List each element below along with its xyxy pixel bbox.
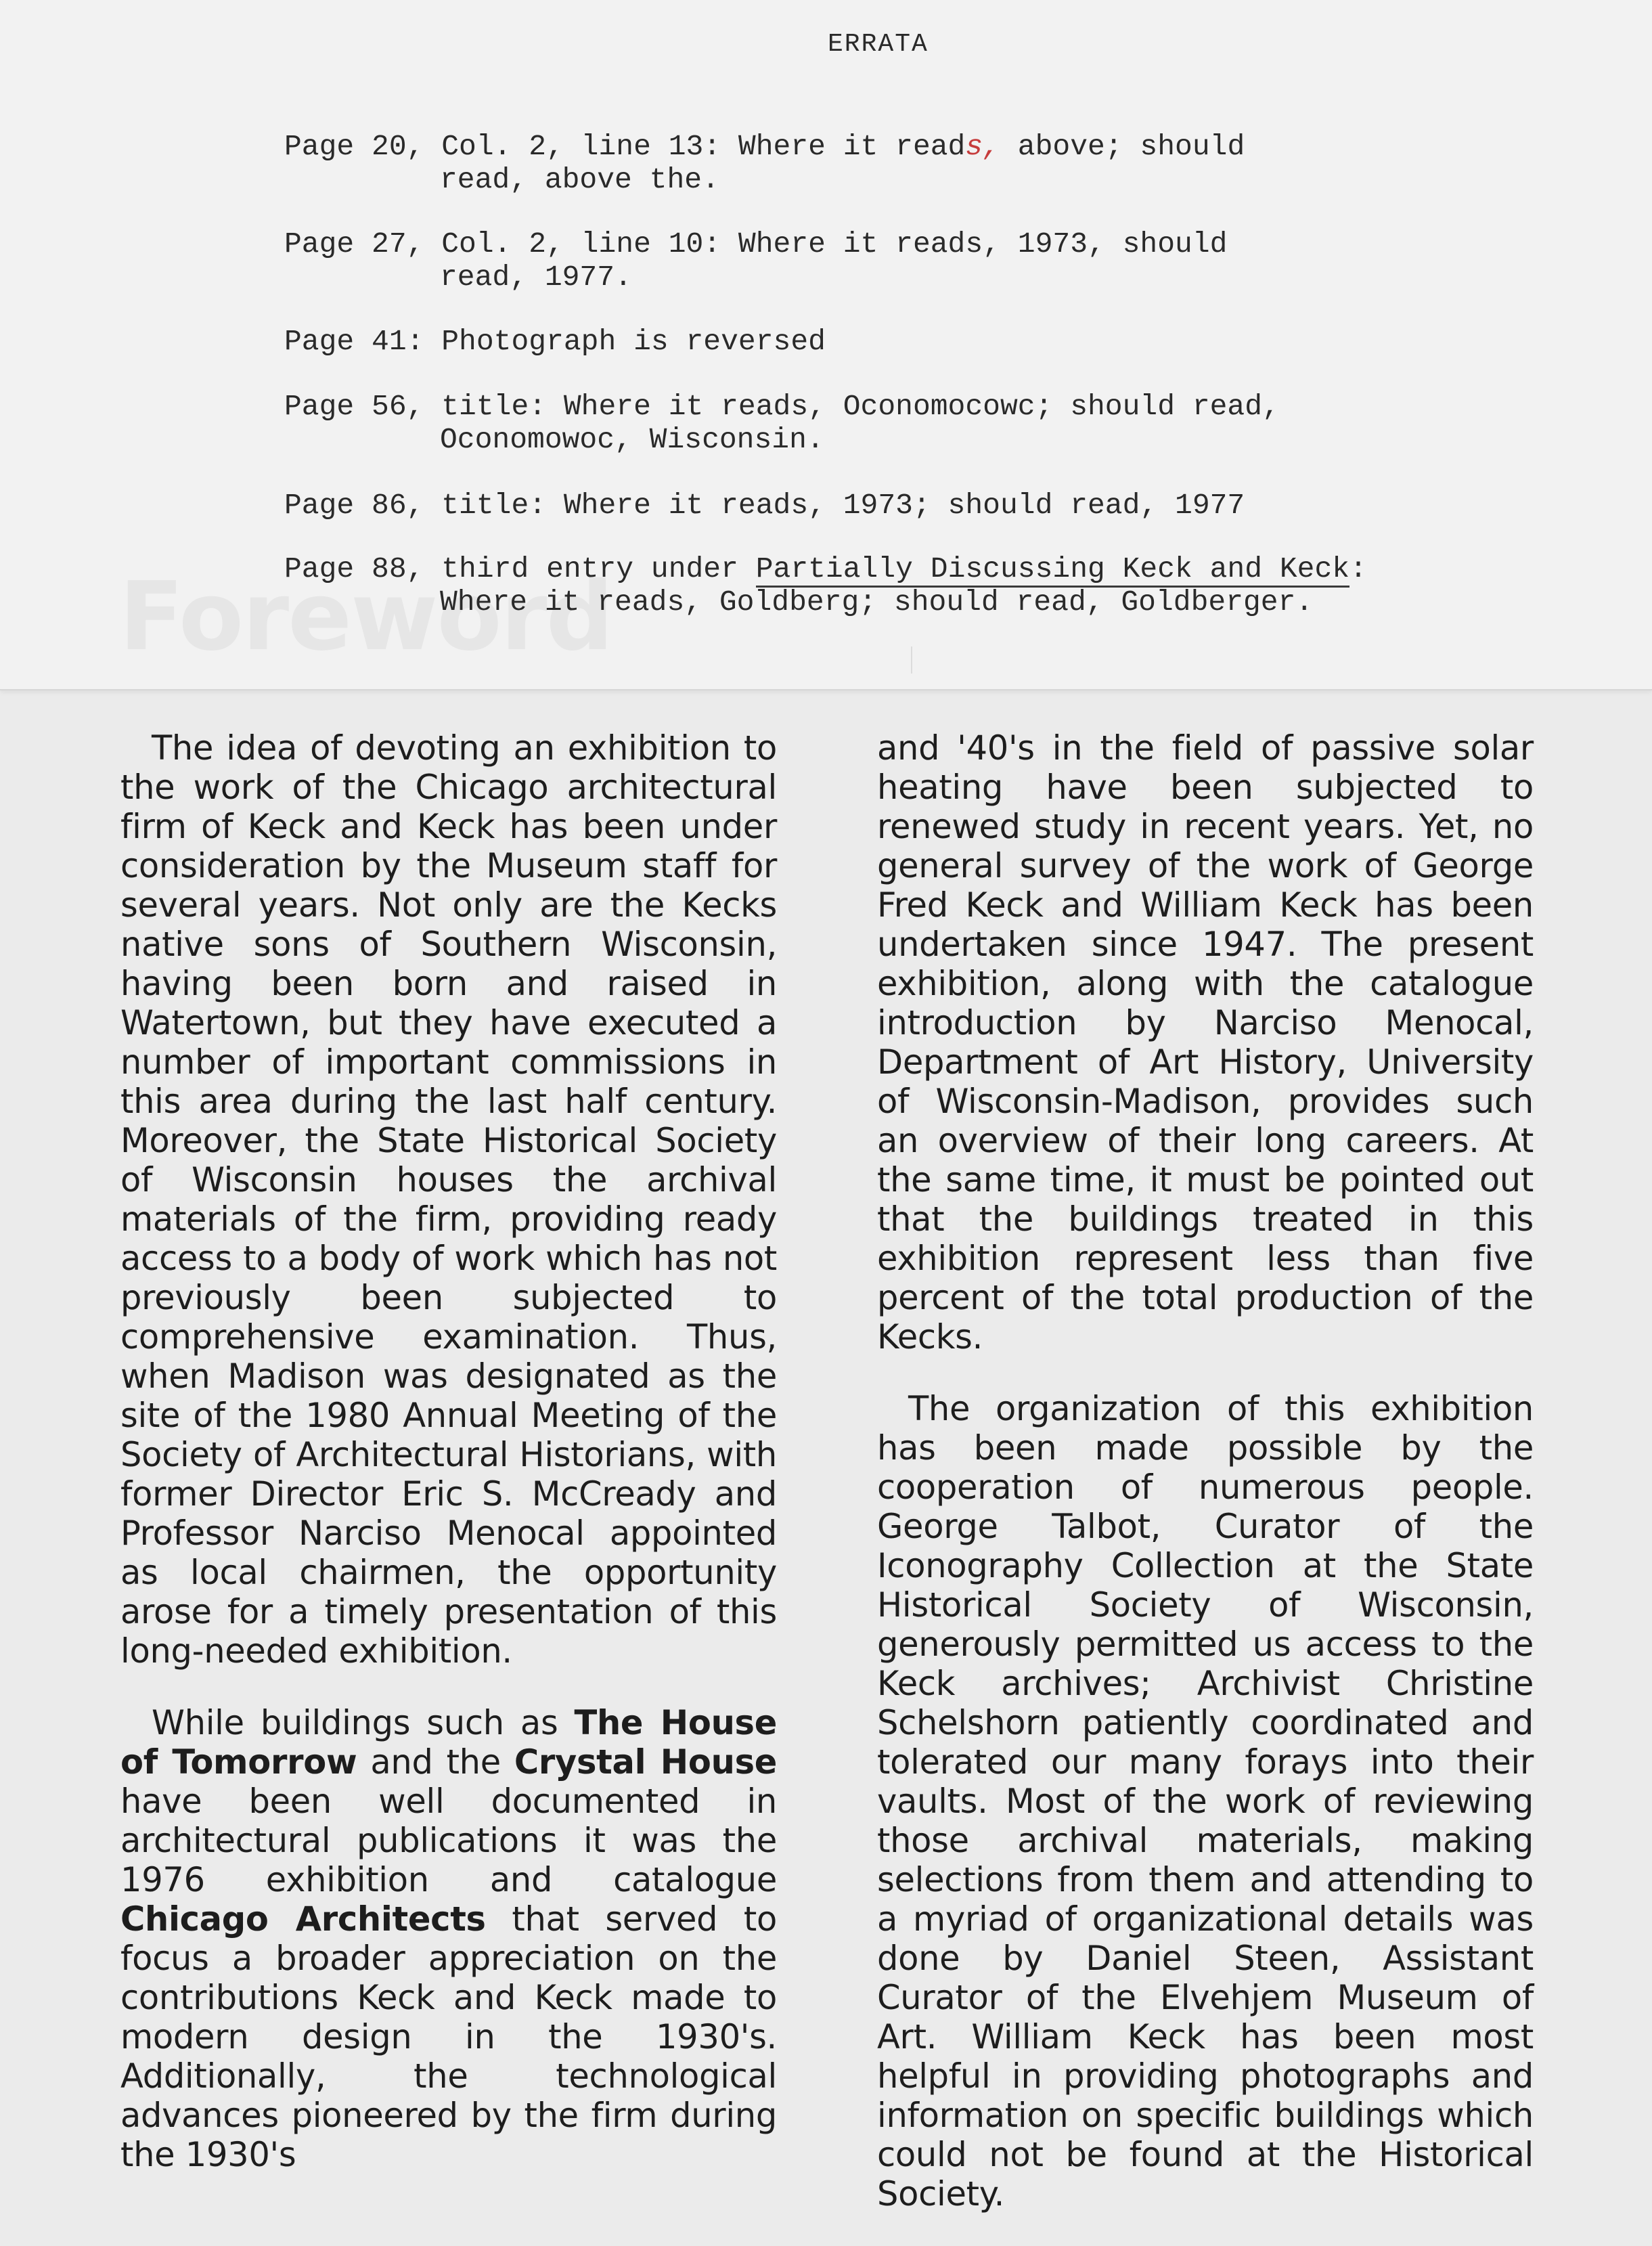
errata-slip bbox=[0, 0, 1652, 690]
errata-entry-line: Page 27, Col. 2, line 10: Where it reads, 1973, should bbox=[284, 227, 1228, 261]
text-run: that served to focus a broader appreciation on the contributions Keck and Keck made to modern design in the 1930's. Additionally, the technological advances pioneered by the firm during the 1930's bbox=[120, 1899, 778, 2174]
errata-text: Page 88, third entry under bbox=[284, 552, 756, 586]
errata-text: above; should bbox=[1000, 130, 1245, 163]
errata-entry-page-20 bbox=[284, 130, 1245, 196]
paragraph: The organization of this exhibition has been made possible by the cooperation of numerous people. George Talbot, Curator of the Iconography Collection at the State Historical Society of Wisconsin, generously permitted us access to the Keck archives; Archivist Christine Schelshorn patiently coordinated and tolerated our many forays into their vaults. Most of the work of reviewing those archival materials, making selections from them and attending to a myriad of organizational details was done by Daniel Steen, Assistant Curator of the Elvehjem Museum of Art. William Keck has been most helpful in providing photographs and information on specific buildings which could not be found at the Historical Society. bbox=[877, 1389, 1534, 2214]
errata-entry-line: read, 1977. bbox=[440, 261, 632, 294]
text-run: and the bbox=[357, 1742, 514, 1782]
errata-entry-line: Page 41: Photograph is reversed bbox=[284, 325, 826, 358]
bold-title: The House of Tomorrow bbox=[120, 1703, 777, 1782]
foreword-left-column bbox=[120, 728, 777, 2207]
paragraph: and '40's in the field of passive solar heating have been subjected to renewed study in recent years. Yet, no general survey of the work of George Fred Keck and William Keck has been undertaken since 1947. The present exhibition, along with the catalogue introduction by Narciso Menocal, Department of Art History, University of Wisconsin-Madison, provides such an overview of their long careers. At the same time, it must be pointed out that the buildings treated in this exhibition represent less than five percent of the total production of the Kecks. bbox=[877, 728, 1534, 1357]
foreword-right-column bbox=[877, 728, 1534, 2246]
column-gutter-mark bbox=[911, 646, 912, 674]
text-run: have been well documented in architectural publications it was the 1976 exhibition and catalogue bbox=[120, 1782, 777, 1899]
errata-entry-page-27 bbox=[284, 227, 1227, 294]
bold-title: Crystal House bbox=[514, 1742, 778, 1782]
errata-entry-line: Page 56, title: Where it reads, Oconomocowc; should read, bbox=[284, 390, 1280, 423]
errata-entry-line: read, above the. bbox=[440, 163, 719, 196]
paragraph: The idea of devoting an exhibition to the work of the Chicago architectural firm of Keck and Keck has been under consideration by the Museum staff for several years. Not only are the Kecks native sons of Southern Wisconsin, having been born and raised in Watertown, but they have executed a number of important commissions in this area during the last half century. Moreover, the State Historical Society of Wisconsin houses the archival materials of the firm, providing ready access to a body of work which has not previously been subjected to comprehensive examination. Thus, when Madison was designated as the site of the 1980 Annual Meeting of the Society of Architectural Historians, with former Director Eric S. McCready and Professor Narciso Menocal appointed as local chairmen, the opportunity arose for a timely presentation of this long-needed exhibition. bbox=[120, 728, 777, 1671]
errata-text: Page 20, Col. 2, line 13: Where it read bbox=[284, 130, 966, 163]
paragraph bbox=[120, 1703, 777, 2174]
errata-text: : bbox=[1349, 552, 1367, 586]
errata-entry-line: Oconomowoc, Wisconsin. bbox=[440, 423, 824, 456]
errata-entry-line bbox=[284, 552, 1367, 586]
text-run: While buildings such as bbox=[152, 1703, 575, 1742]
errata-entry-page-41 bbox=[284, 325, 826, 358]
underlined-title: Partially Discussing Keck and Keck bbox=[756, 552, 1349, 588]
errata-entry-page-88 bbox=[284, 552, 1367, 619]
errata-entry-line: Page 86, title: Where it reads, 1973; should read, 1977 bbox=[284, 489, 1245, 522]
errata-entry-line bbox=[284, 130, 1245, 163]
errata-entry-page-56 bbox=[284, 390, 1280, 456]
handwritten-correction: s, bbox=[965, 130, 1000, 163]
errata-entry-line: Where it reads, Goldberg; should read, Goldberger. bbox=[440, 586, 1314, 619]
bold-title: Chicago Architects bbox=[120, 1899, 486, 1939]
errata-title: ERRATA bbox=[828, 30, 929, 59]
errata-entry-page-86 bbox=[284, 489, 1245, 522]
